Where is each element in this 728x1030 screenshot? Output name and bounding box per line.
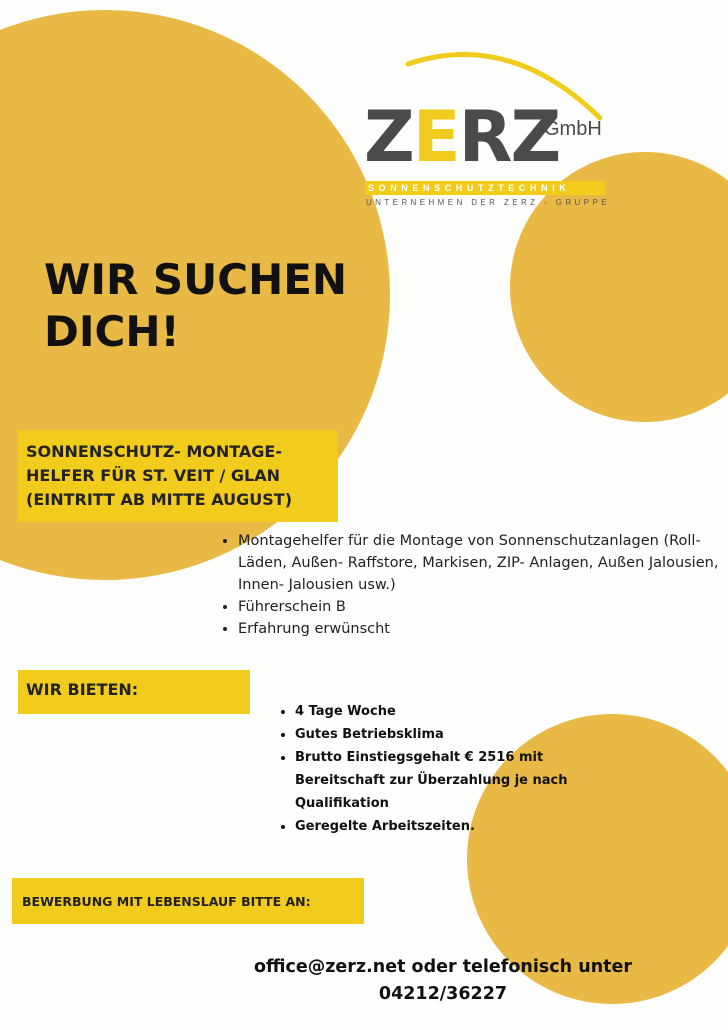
list-item: • Gutes Betriebsklima	[295, 723, 625, 746]
contact-phone: 04212/36227	[378, 984, 508, 1004]
job-title-box	[18, 430, 338, 522]
offer-heading: WIR BIETEN:	[26, 680, 139, 699]
logo-letter-z: Z	[364, 96, 413, 178]
logo-wordmark	[364, 96, 560, 178]
logo-subline: UNTERNEHMEN DER ZERZ - GRUPPE	[366, 198, 610, 207]
page-headline: WIR SUCHEN DICH!	[44, 255, 348, 356]
job-title: SONNENSCHUTZ- MONTAGE- HELFER FÜR ST. VEIT / GLAN (EINTRITT AB MITTE AUGUST)	[26, 442, 293, 509]
logo-gmbh: GmbH	[544, 118, 602, 140]
logo-letters-rz: RZ	[458, 96, 560, 178]
list-item: • 4 Tage Woche	[295, 700, 625, 723]
logo-letter-e: E	[412, 96, 459, 178]
offer-list	[275, 700, 625, 838]
list-item: • Geregelte Arbeitszeiten.	[295, 815, 625, 838]
apply-heading-box	[12, 878, 364, 924]
requirements-list	[218, 530, 728, 640]
logo-tagline: SONNENSCHUTZTECHNIK	[365, 181, 605, 195]
list-item: • Montagehelfer für die Montage von Sonnenschutzanlagen (Roll-Läden, Außen- Raffstore, Markisen, ZIP- Anlagen, Außen Jalousien, Innen- Jalousien usw.)	[238, 530, 728, 596]
contact-info	[220, 954, 666, 1008]
apply-heading: BEWERBUNG MIT LEBENSLAUF BITTE AN:	[22, 894, 311, 909]
offer-heading-box	[18, 670, 250, 714]
company-logo	[360, 40, 620, 207]
list-item: • Führerschein B	[238, 596, 728, 618]
list-item: • Erfahrung erwünscht	[238, 618, 728, 640]
contact-email-line: office@zerz.net oder telefonisch unter	[253, 957, 633, 977]
list-item: • Brutto Einstiegsgehalt € 2516 mit Bereitschaft zur Überzahlung je nach Qualifikation	[295, 746, 625, 815]
